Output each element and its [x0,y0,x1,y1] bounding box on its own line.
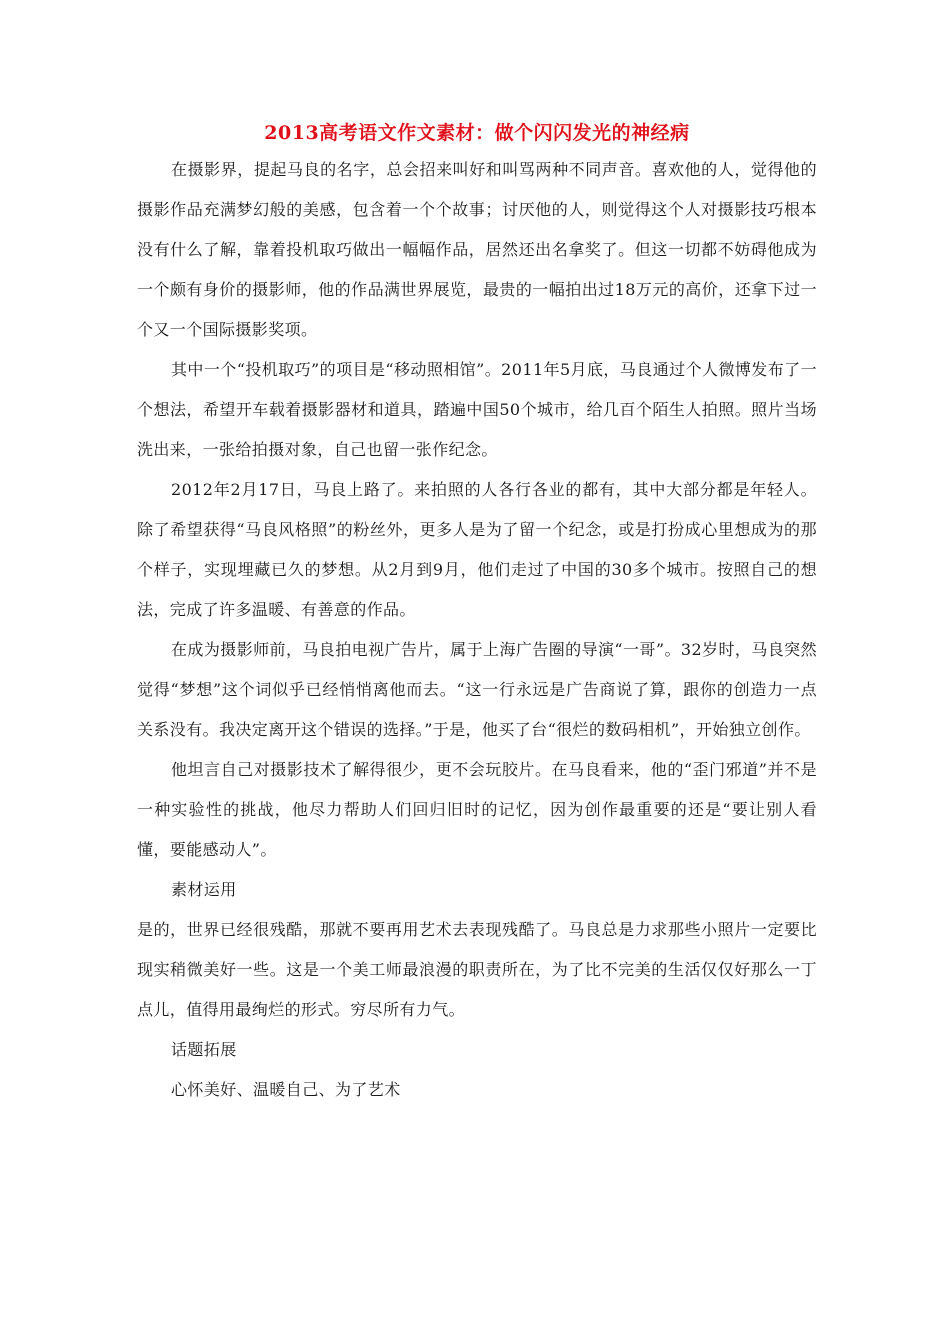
paragraph-4: 在成为摄影师前，马良拍电视广告片，属于上海广告圈的导演“一哥”。32岁时，马良突然觉得“梦想”这个词似乎已经悄悄离他而去。“这一行永远是广告商说了算，跟你的创造力一点关系没有。我决定离开这个错误的选择。”于是，他买了台“很烂的数码相机”，开始独立创作。 [137,640,817,739]
paragraph-5: 他坦言自己对摄影技术了解得很少，更不会玩胶片。在马良看来，他的“歪门邪道”并不是一种实验性的挑战，他尽力帮助人们回归旧时的记忆，因为创作最重要的还是“要让别人看懂，要能感动人”。 [137,760,817,859]
document-title: 2013高考语文作文素材：做个闪闪发光的神经病 [264,122,690,144]
paragraph-1: 在摄影界，提起马良的名字，总会招来叫好和叫骂两种不同声音。喜欢他的人，觉得他的摄影作品充满梦幻般的美感，包含着一个个故事；讨厌他的人，则觉得这个人对摄影技巧根本没有什么了解，靠着投机取巧做出一幅幅作品，居然还出名拿奖了。但这一切都不妨碍他成为一个颇有身价的摄影师，他的作品满世界展览，最贵的一幅拍出过18万元的高价，还拿下过一个又一个国际摄影奖项。 [137,160,817,339]
section-topic-label: 话题拓展 [171,1040,237,1059]
section-material-label: 素材运用 [171,880,237,899]
document-page [137,118,817,1110]
paragraph-3: 2012年2月17日，马良上路了。来拍照的人各行各业的都有，其中大部分都是年轻人。除了希望获得“马良风格照”的粉丝外，更多人是为了留一个纪念，或是打扮成心里想成为的那个样子，实现埋藏已久的梦想。从2月到9月，他们走过了中国的30多个城市。按照自己的想法，完成了许多温暖、有善意的作品。 [137,480,817,619]
section-material-text: 是的，世界已经很残酷，那就不要再用艺术去表现残酷了。马良总是力求那些小照片一定要比现实稍微美好一些。这是一个美工师最浪漫的职责所在，为了比不完美的生活仅仅好那么一丁点儿，值得用最绚烂的形式。穷尽所有力气。 [137,920,817,1019]
paragraph-2: 其中一个“投机取巧”的项目是“移动照相馆”。2011年5月底，马良通过个人微博发布了一个想法，希望开车载着摄影器材和道具，踏遍中国50个城市，给几百个陌生人拍照。照片当场洗出来，一张给拍摄对象，自己也留一张作纪念。 [137,360,817,459]
section-topic-text: 心怀美好、温暖自己、为了艺术 [171,1080,401,1099]
